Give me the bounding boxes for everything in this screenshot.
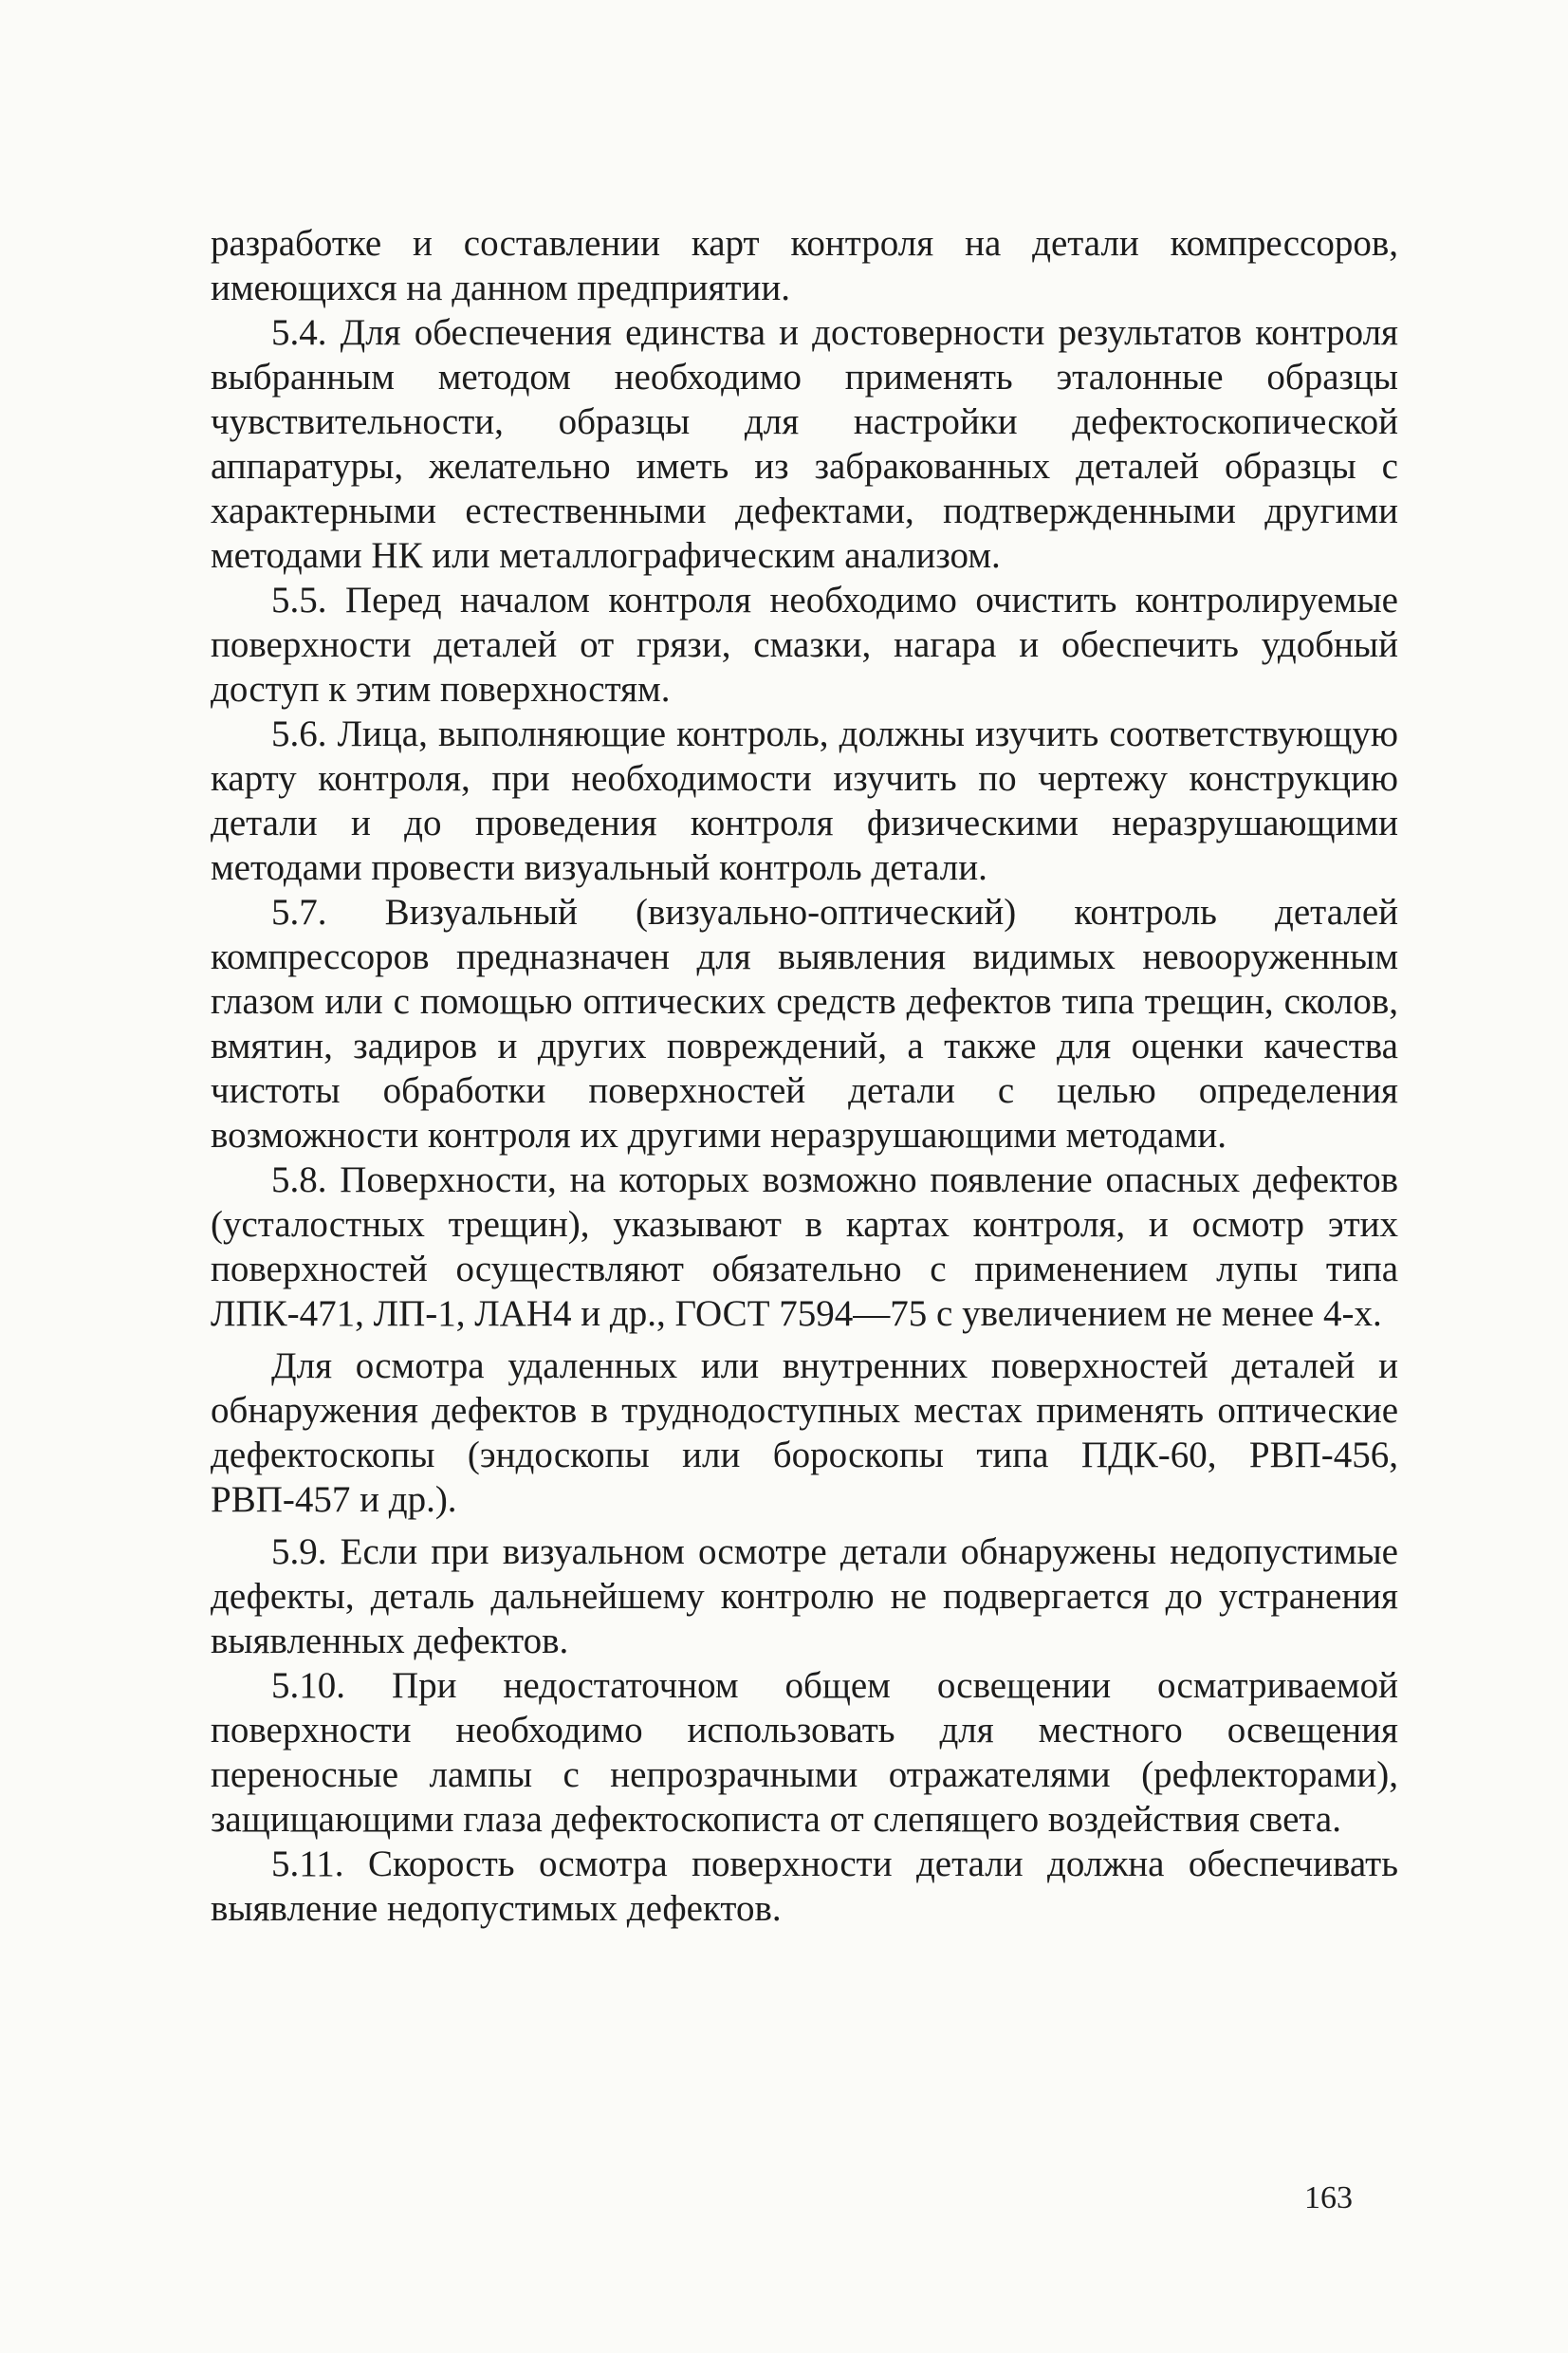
- paragraph-5-9: 5.9. Если при визуальном осмотре детали обнаружены недопустимые дефекты, деталь дальнейшему контролю не подвергается до устранения выявленных дефектов.: [211, 1531, 1398, 1661]
- paragraph-5-11: 5.11. Скорость осмотра поверхности детали должна обеспечивать выявление недопустимых дефектов.: [211, 1843, 1398, 1929]
- page-number: 163: [1304, 2180, 1353, 2215]
- paragraph-endoscopes: Для осмотра удаленных или внутренних поверхностей деталей и обнаружения дефектов в труднодоступных местах применять оптические дефектоскопы (эндоскопы или бороскопы типа ПДК-60, РВП-456, РВП-457 и др.).: [211, 1345, 1398, 1520]
- paragraph-5-10: 5.10. При недостаточном общем освещении осматриваемой поверхности необходимо использовать для местного освещения переносные лампы с непрозрачными отражателями (рефлекторами), защищающими глаза дефектоскописта от слепящего воздействия света.: [211, 1665, 1398, 1840]
- body-text: [211, 221, 1398, 1931]
- paragraph-continuation: разработке и составлении карт контроля на детали компрессоров, имеющихся на данном предприятии.: [211, 223, 1398, 308]
- paragraph-5-4: 5.4. Для обеспечения единства и достоверности результатов контроля выбранным методом необходимо применять эталонные образцы чувствительности, образцы для настройки дефектоскопической аппаратуры, желательно иметь из забракованных деталей образцы с характерными естественными дефектами, подтвержденными другими методами НК или металлографическим анализом.: [211, 312, 1398, 576]
- paragraph-5-6: 5.6. Лица, выполняющие контроль, должны изучить соответствующую карту контроля, при необходимости изучить по чертежу конструкцию детали и до проведения контроля физическими неразрушающими методами провести визуальный контроль детали.: [211, 713, 1398, 888]
- paragraph-5-5: 5.5. Перед началом контроля необходимо очистить контролируемые поверхности деталей от грязи, смазки, нагара и обеспечить удобный доступ к этим поверхностям.: [211, 580, 1398, 710]
- paragraph-5-7: 5.7. Визуальный (визуально-оптический) контроль деталей компрессоров предназначен для выявления видимых невооруженным глазом или с помощью оптических средств дефектов типа трещин, сколов, вмятин, задиров и других повреждений, а также для оценки качества чистоты обработки поверхностей детали с целью определения возможности контроля их другими неразрушающими методами.: [211, 892, 1398, 1156]
- paragraph-5-8: 5.8. Поверхности, на которых возможно появление опасных дефектов (усталостных трещин), указывают в картах контроля, и осмотр этих поверхностей осуществляют обязательно с применением лупы типа ЛПК-471, ЛП-1, ЛАН4 и др., ГОСТ 7594—75 с увеличением не менее 4-х.: [211, 1159, 1398, 1334]
